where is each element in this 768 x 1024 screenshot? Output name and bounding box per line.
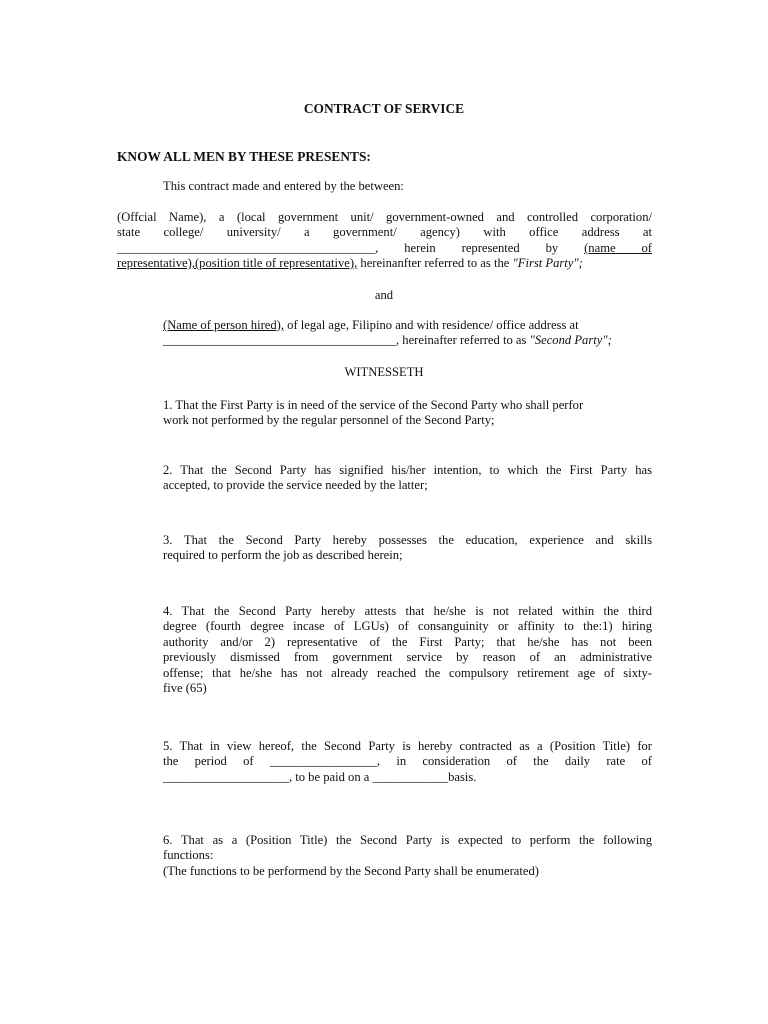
clause-5-line-3: ____________________, to be paid on a ____________basis. (163, 769, 477, 784)
clause-3 (163, 533, 652, 564)
hereinafter-text: , hereinafter referred to as (395, 333, 530, 348)
first-party-line-3 (117, 241, 652, 256)
clause-5-line-2: the period of _________________, in consideration of the daily rate of (163, 754, 652, 769)
clause-4-line-4: previously dismissed from government service by reason of an administrative (163, 650, 652, 665)
clause-4-line-2: degree (fourth degree incase of LGUs) of consanguinity or affinity to the:1) hiring (163, 619, 652, 634)
second-party-line-2 (163, 333, 652, 348)
clause-1-line-2: work not performed by the regular personnel of the Second Party; (163, 413, 495, 428)
clause-4-line-1: 4. That the Second Party hereby attests that he/she is not related within the third (163, 604, 652, 618)
residence-blank: _____________________________________ (163, 333, 396, 348)
first-party-line-2: state college/ university/ a government/ agency) with office address at (117, 225, 652, 240)
clause-6 (163, 833, 652, 879)
intro-paragraph: This contract made and entered by the between: (163, 179, 404, 193)
clause-6-line-1: 6. That as a (Position Title) the Second Party is expected to perform the following (163, 833, 652, 847)
representative-name-placeholder: (name of (584, 240, 652, 255)
witnesseth-heading: WITNESSETH (344, 365, 424, 379)
referred-text: hereinanfter referred to as the (357, 256, 513, 271)
second-party-paragraph (163, 318, 652, 349)
clause-6-line-2: functions: (163, 848, 214, 863)
person-hired-placeholder: (Name of person hired), (163, 318, 284, 332)
clause-4-line-3: authority and/or 2) representative of the First Party; that he/she has not been (163, 634, 652, 649)
clause-3-line-1: 3. That the Second Party hereby possesses the education, experience and skills (163, 533, 652, 547)
clause-4-line-6: five (65) (163, 681, 207, 696)
second-party-line-1 (163, 318, 652, 333)
document-title: CONTRACT OF SERVICE (303, 101, 465, 116)
first-party-line-1: (Offcial Name), a (local government unit/ government-owned and controlled corporation/ (117, 210, 652, 224)
document-heading: KNOW ALL MEN BY THESE PRESENTS: (117, 149, 371, 164)
clause-4 (163, 604, 652, 696)
clause-5 (163, 739, 652, 785)
clause-1-line-1: 1. That the First Party is in need of the service of the Second Party who shall perfor (163, 398, 584, 412)
second-party-details: of legal age, Filipino and with residence/ office address at (284, 318, 579, 332)
clause-2-line-1: 2. That the Second Party has signified his/her intention, to which the First Party has (163, 463, 652, 477)
and-connector: and (374, 288, 394, 302)
clause-4-line-5: offense; that he/she has not already reached the compulsory retirement age of sixty- (163, 665, 652, 680)
first-party-paragraph (117, 210, 652, 272)
clause-3-line-2: required to perform the job as described herein; (163, 548, 403, 563)
clause-5-line-1: 5. That in view hereof, the Second Party is hereby contracted as a (Position Title) for (163, 739, 652, 753)
first-party-role: "First Party"; (512, 256, 583, 271)
address-blank: _________________________________________ (117, 240, 376, 255)
clause-2-line-2: accepted, to provide the service needed by the latter; (163, 478, 428, 493)
representative-title-placeholder: representative),(position title of representative), (117, 256, 358, 271)
clause-1 (163, 398, 652, 429)
second-party-role: "Second Party"; (529, 333, 612, 348)
represented-text: , herein represented by (375, 240, 559, 255)
first-party-line-4 (117, 256, 652, 271)
clause-6-line-3: (The functions to be performend by the Second Party shall be enumerated) (163, 863, 539, 878)
clause-2 (163, 463, 652, 494)
